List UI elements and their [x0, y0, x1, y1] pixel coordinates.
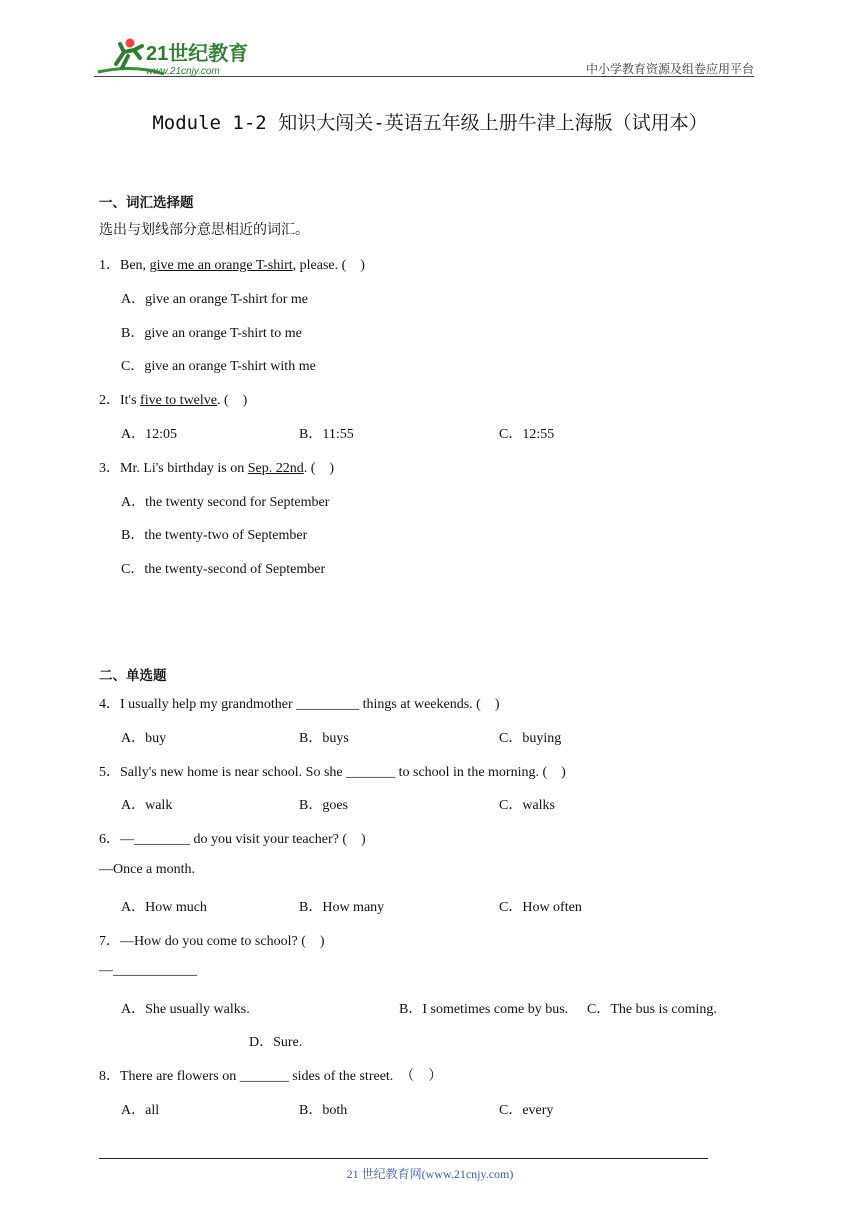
option-c: C．The bus is coming. [587, 1002, 717, 1017]
question-8: 8．There are flowers on _______ sides of the street. （ ） [99, 1069, 443, 1084]
option-a: A．the twenty second for September [121, 495, 330, 510]
option-b: B．How many [299, 900, 385, 915]
option-a: A．12:05 [121, 427, 177, 442]
question-6: 6．—________ do you visit your teacher? ( ) [99, 832, 366, 847]
question-5: 5．Sally's new home is near school. So she _______ to school in the morning. ( ) [99, 765, 566, 780]
section-heading: 二、单选题 [99, 668, 167, 683]
question-7: 7．—How do you come to school? ( ) [99, 934, 325, 949]
footer-divider [99, 1158, 708, 1159]
section-heading: 一、词汇选择题 [99, 195, 194, 210]
option-a: A．buy [121, 731, 167, 746]
option-b: B．11:55 [299, 427, 354, 442]
option-b: B．goes [299, 798, 348, 813]
option-b: B．give an orange T-shirt to me [121, 326, 302, 341]
option-b: B．the twenty-two of September [121, 528, 308, 543]
option-a: A．walk [121, 798, 173, 813]
question-1: 1．Ben, give me an orange T-shirt, please. ( ) [99, 258, 365, 273]
option-c: C．How often [499, 900, 582, 915]
option-b: B．I sometimes come by bus. [399, 1002, 569, 1017]
option-c: C．12:55 [499, 427, 555, 442]
section-instruction: 选出与划线部分意思相近的词汇。 [99, 223, 309, 238]
question-7-answer: —____________ [99, 963, 197, 978]
option-a: A．all [121, 1103, 160, 1118]
question-4: 4．I usually help my grandmother _________ things at weekends. ( ) [99, 697, 500, 712]
option-d: D．Sure. [249, 1035, 303, 1050]
question-6-answer: —Once a month. [99, 862, 196, 877]
option-c: C．the twenty-second of September [121, 562, 326, 577]
option-c: C．walks [499, 798, 555, 813]
footer-link[interactable]: 21 世纪教育网(www.21cnjy.com) [346, 1167, 514, 1181]
option-a: A．give an orange T-shirt for me [121, 292, 309, 307]
option-a: A．How much [121, 900, 207, 915]
site-logo [94, 34, 264, 80]
question-3: 3．Mr. Li's birthday is on Sep. 22nd. ( ) [99, 461, 335, 476]
svg-text:www.21cnjy.com: www.21cnjy.com [146, 66, 220, 77]
option-b: B．buys [299, 731, 349, 746]
svg-text:21世纪教育: 21世纪教育 [146, 43, 249, 65]
platform-name: 中小学教育资源及组卷应用平台 [585, 62, 754, 76]
header-divider [94, 76, 754, 77]
option-c: C．buying [499, 731, 562, 746]
page-title: Module 1-2 知识大闯关-英语五年级上册牛津上海版（试用本） [152, 112, 708, 134]
option-c: C．give an orange T-shirt with me [121, 359, 316, 374]
option-a: A．She usually walks. [121, 1002, 250, 1017]
option-b: B．both [299, 1103, 348, 1118]
question-2: 2．It's five to twelve. ( ) [99, 393, 248, 408]
option-c: C．every [499, 1103, 554, 1118]
